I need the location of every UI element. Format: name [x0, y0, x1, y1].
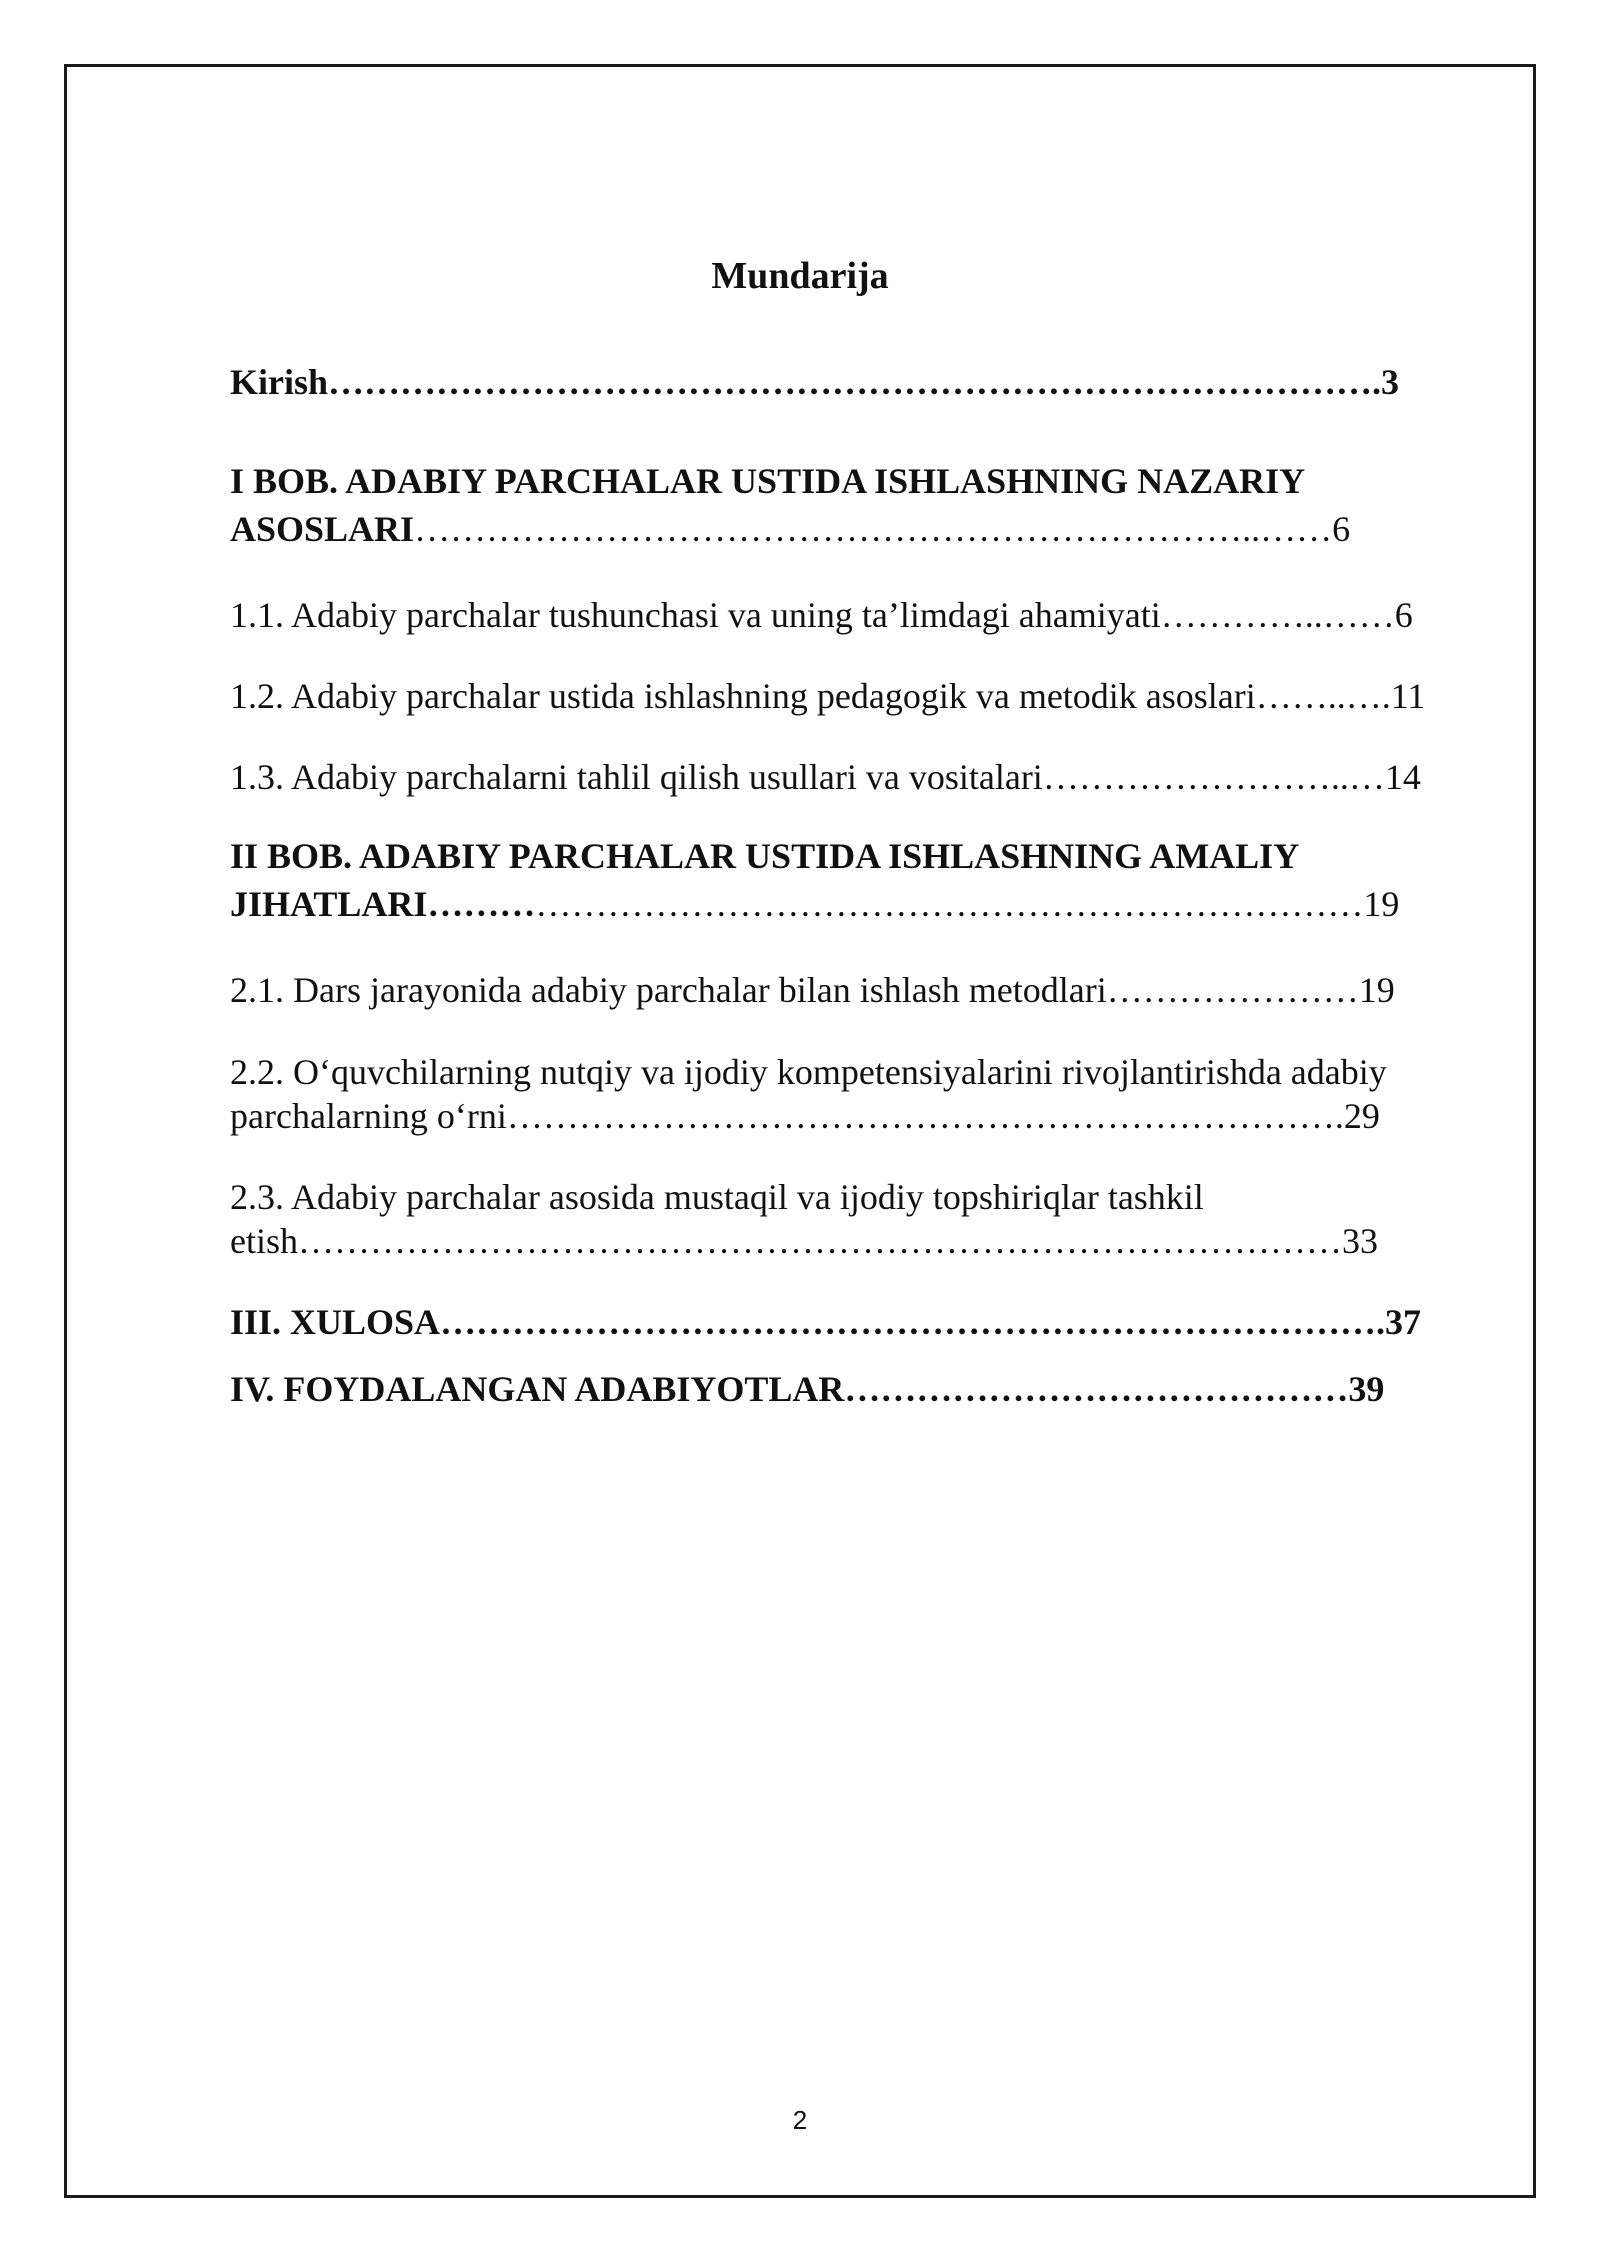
- toc-chapter-2-title-end: JIHATLARI………: [230, 884, 536, 924]
- toc-entry-section-1-2[interactable]: 1.2. Adabiy parchalar ustida ishlashning pedagogik va metodik asoslari……..….11: [230, 676, 1426, 716]
- toc-entry-chapter-1-continuation[interactable]: [230, 507, 1350, 551]
- toc-entry-chapter-1-title[interactable]: I BOB. ADABIY PARCHALAR USTIDA ISHLASHNING NAZARIY: [230, 461, 1306, 501]
- toc-entry-section-2-2-continuation[interactable]: parchalarning o‘rni…………………………………………………………….29: [230, 1096, 1380, 1136]
- toc-entry-section-1-3[interactable]: 1.3. Adabiy parchalarni tahlil qilish usullari va vositalari……………………..…14: [230, 757, 1421, 797]
- toc-entry-section-2-2[interactable]: 2.2. O‘quvchilarning nutqiy va ijodiy kompetensiyalarini rivojlantirishda adabiy: [230, 1052, 1387, 1092]
- page-title: Mundarija: [711, 255, 889, 297]
- toc-entry-chapter-2-title[interactable]: II BOB. ADABIY PARCHALAR USTIDA ISHLASHNING AMALIY: [230, 836, 1300, 876]
- toc-entry-kirish[interactable]: Kirish…………………………………………………………………………….3: [230, 362, 1400, 402]
- toc-entry-section-1-1[interactable]: 1.1. Adabiy parchalar tushunchasi va uning ta’limdagi ahamiyati…………..……6: [230, 595, 1413, 635]
- toc-entry-section-2-3[interactable]: 2.3. Adabiy parchalar asosida mustaqil va ijodiy topshiriqlar tashkil: [230, 1177, 1204, 1217]
- toc-entry-section-2-1[interactable]: 2.1. Dars jarayonida adabiy parchalar bilan ishlash metodlari…………………19: [230, 970, 1395, 1010]
- toc-chapter-1-title-end: ASOSLARI: [230, 509, 415, 549]
- toc-entry-conclusion[interactable]: III. XULOSA…………………………………………………………………….37: [230, 1302, 1422, 1342]
- toc-entry-chapter-2-continuation[interactable]: [230, 882, 1399, 926]
- toc-entry-section-2-3-continuation[interactable]: etish……………………………………………………………………………33: [230, 1221, 1378, 1261]
- toc-chapter-1-leader-page: ……………………………………………………………..……6: [414, 509, 1351, 549]
- toc-chapter-2-leader-page: ……………………………………………………………19: [535, 884, 1400, 924]
- page-number: 2: [792, 2105, 808, 2135]
- toc-entry-references[interactable]: IV. FOYDALANGAN ADABIYOTLAR……………………………………39: [230, 1369, 1385, 1409]
